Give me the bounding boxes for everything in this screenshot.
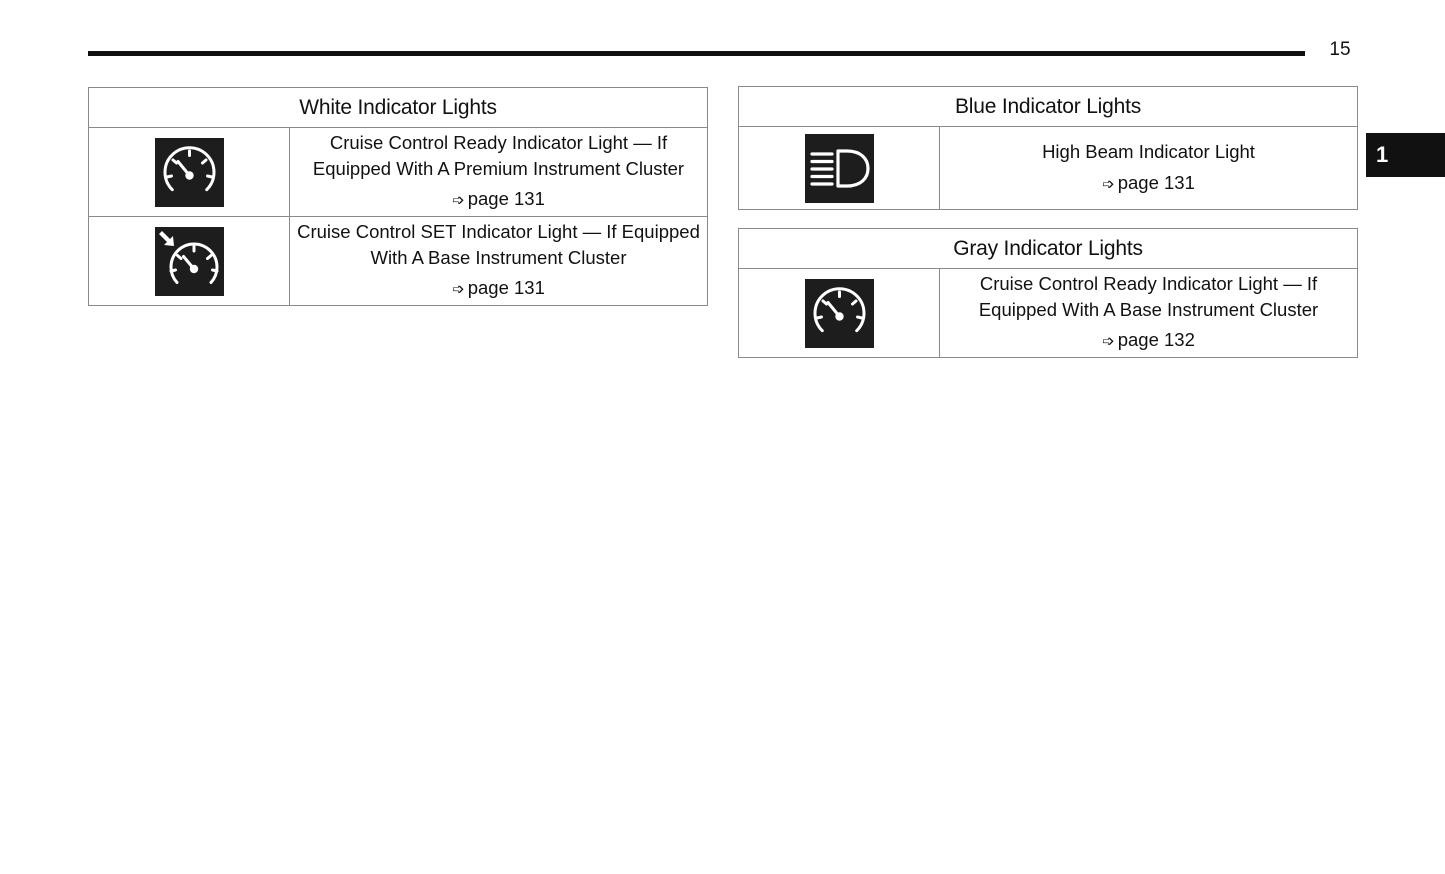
icon-cell xyxy=(89,128,290,217)
indicator-description: Cruise Control SET Indicator Light — If Equipped With A Base Instrument Cluster xyxy=(297,221,700,268)
page-number: 15 xyxy=(1329,39,1351,60)
description-cell xyxy=(940,127,1358,210)
speedometer-icon xyxy=(155,138,224,207)
page-reference-link[interactable] xyxy=(290,275,707,303)
table-row xyxy=(89,217,708,306)
indicator-description: Cruise Control Ready Indicator Light — If Equipped With A Base Instrument Cluster xyxy=(978,273,1319,320)
indicator-description: Cruise Control Ready Indicator Light — If Equipped With A Premium Instrument Cluster xyxy=(312,132,685,179)
icon-cell xyxy=(89,217,290,306)
table-title: Blue Indicator Lights xyxy=(739,87,1358,127)
chapter-tab[interactable]: 1 xyxy=(1366,133,1445,177)
white-indicator-lights-table xyxy=(88,87,708,306)
indicator-description: High Beam Indicator Light xyxy=(1042,141,1255,162)
page-reference-text: page 131 xyxy=(1117,171,1195,193)
description-cell xyxy=(290,217,708,306)
gray-indicator-lights-table xyxy=(738,228,1358,358)
table-row xyxy=(739,269,1358,358)
description-cell xyxy=(290,128,708,217)
speedometer-icon xyxy=(805,279,874,348)
arrow-right-icon: ➩ xyxy=(1102,175,1115,193)
high-beam-icon xyxy=(805,134,874,203)
page-reference-text: page 131 xyxy=(467,277,545,299)
table-row xyxy=(89,128,708,217)
table-title: Gray Indicator Lights xyxy=(739,229,1358,269)
blue-indicator-lights-table xyxy=(738,86,1358,210)
page-reference-link[interactable] xyxy=(290,186,707,214)
page-reference-link[interactable] xyxy=(940,327,1357,355)
speedometer-set-icon xyxy=(155,227,224,296)
table-title: White Indicator Lights xyxy=(89,88,708,128)
arrow-right-icon: ➩ xyxy=(452,192,465,210)
table-row xyxy=(739,127,1358,210)
icon-cell xyxy=(739,127,940,210)
header-rule xyxy=(88,51,1305,56)
page-reference-link[interactable] xyxy=(940,170,1357,198)
description-cell xyxy=(940,269,1358,358)
page-reference-text: page 131 xyxy=(467,188,545,210)
page-reference-text: page 132 xyxy=(1117,329,1195,351)
arrow-right-icon: ➩ xyxy=(452,281,465,299)
arrow-right-icon: ➩ xyxy=(1102,333,1115,351)
icon-cell xyxy=(739,269,940,358)
